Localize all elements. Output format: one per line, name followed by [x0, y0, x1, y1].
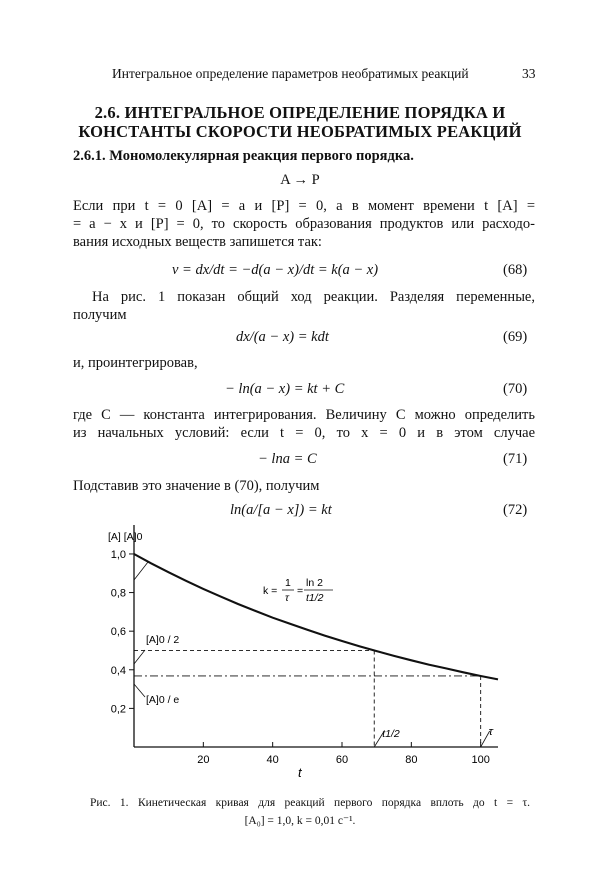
equation-69: dx/(a − x) = kdt [236, 329, 329, 345]
page-number: 33 [522, 66, 536, 81]
figure-caption-line1: Рис. 1. Кинетическая кривая для реакций первого порядка вплоть до t = τ. [90, 797, 530, 809]
paragraph5: Подставив это значение в (70), получим [73, 478, 320, 494]
figure-caption-line2: [A₀] = 1,0, k = 0,01 с⁻¹. [244, 815, 356, 827]
y-tick-label: 0,6 [110, 626, 126, 639]
x-tick-label: 40 [266, 754, 279, 766]
subsection-title: 2.6.1. Мономолекулярная реакция первого порядка. [73, 148, 414, 164]
e-label: [A]0 / e [146, 694, 180, 706]
x-tick-label: 80 [405, 754, 418, 766]
paragraph1-line1: Если при t = 0 [A] = a и [P] = 0, а в момент времени t [A] = [73, 198, 535, 214]
paragraph2-line1: На рис. 1 показан общий ход реакции. Разделяя переменные, [92, 289, 535, 305]
formula-thalf: t1/2 [306, 592, 324, 604]
x-tick-label: 20 [197, 754, 210, 766]
y-tick-label: 0,4 [110, 664, 126, 677]
y-tick-label: 0,2 [110, 703, 126, 716]
equation-68-number: (68) [503, 262, 528, 278]
y-tick-label: 0,8 [110, 587, 126, 600]
leader-half [134, 650, 145, 664]
series-line-a [134, 554, 498, 679]
x-tick-label: 60 [335, 754, 349, 766]
equation-70-number: (70) [503, 381, 528, 397]
tau-label: τ [488, 726, 493, 738]
paragraph4-line1: где C — константа интегрирования. Величину C можно определить [73, 407, 535, 423]
equation-71-number: (71) [503, 451, 528, 467]
equation-72-number: (72) [503, 502, 528, 518]
formula-one: 1 [285, 577, 291, 589]
formula-ln2: ln 2 [306, 577, 323, 589]
reaction-scheme: A → P [280, 172, 320, 188]
x-axis-label: t [298, 765, 302, 780]
leader-1-0 [134, 562, 148, 580]
section-title-line1: 2.6. ИНТЕГРАЛЬНОЕ ОПРЕДЕЛЕНИЕ ПОРЯДКА И [94, 103, 506, 122]
section-title-line2: КОНСТАНТЫ СКОРОСТИ НЕОБРАТИМЫХ РЕАКЦИЙ [78, 122, 522, 141]
formula-tau: τ [285, 592, 289, 604]
kinetic-curve-chart [0, 520, 600, 790]
t-half-label: t1/2 [382, 728, 400, 740]
half-label: [A]0 / 2 [146, 634, 180, 646]
paragraph4-line2: из начальных условий: если t = 0, то x = 0 и в этом случае [73, 425, 535, 441]
formula-eq: = [297, 585, 304, 597]
x-tick-label: 100 [471, 754, 490, 766]
formula-k: k = [263, 585, 278, 597]
paragraph3: и, проинтегрировав, [73, 355, 198, 371]
paragraph2-line2: получим [73, 307, 127, 323]
equation-70: − ln(a − x) = kt + C [225, 381, 345, 397]
leader-e [134, 684, 145, 697]
y-tick-label: 1,0 [110, 548, 126, 561]
running-header: Интегральное определение параметров необратимых реакций [112, 66, 469, 81]
paragraph1-line3: вания исходных веществ запишется так: [73, 234, 322, 250]
y-axis-label-a: [A] [A]0 [108, 531, 143, 543]
paragraph1-line2: = a − x и [P] = 0, то скорость образования продуктов или расходо- [73, 216, 535, 232]
equation-72: ln(a/[a − x]) = kt [230, 502, 332, 518]
equation-68: v = dx/dt = −d(a − x)/dt = k(a − x) [172, 262, 379, 278]
equation-71: − lna = C [258, 451, 317, 467]
equation-69-number: (69) [503, 329, 528, 345]
